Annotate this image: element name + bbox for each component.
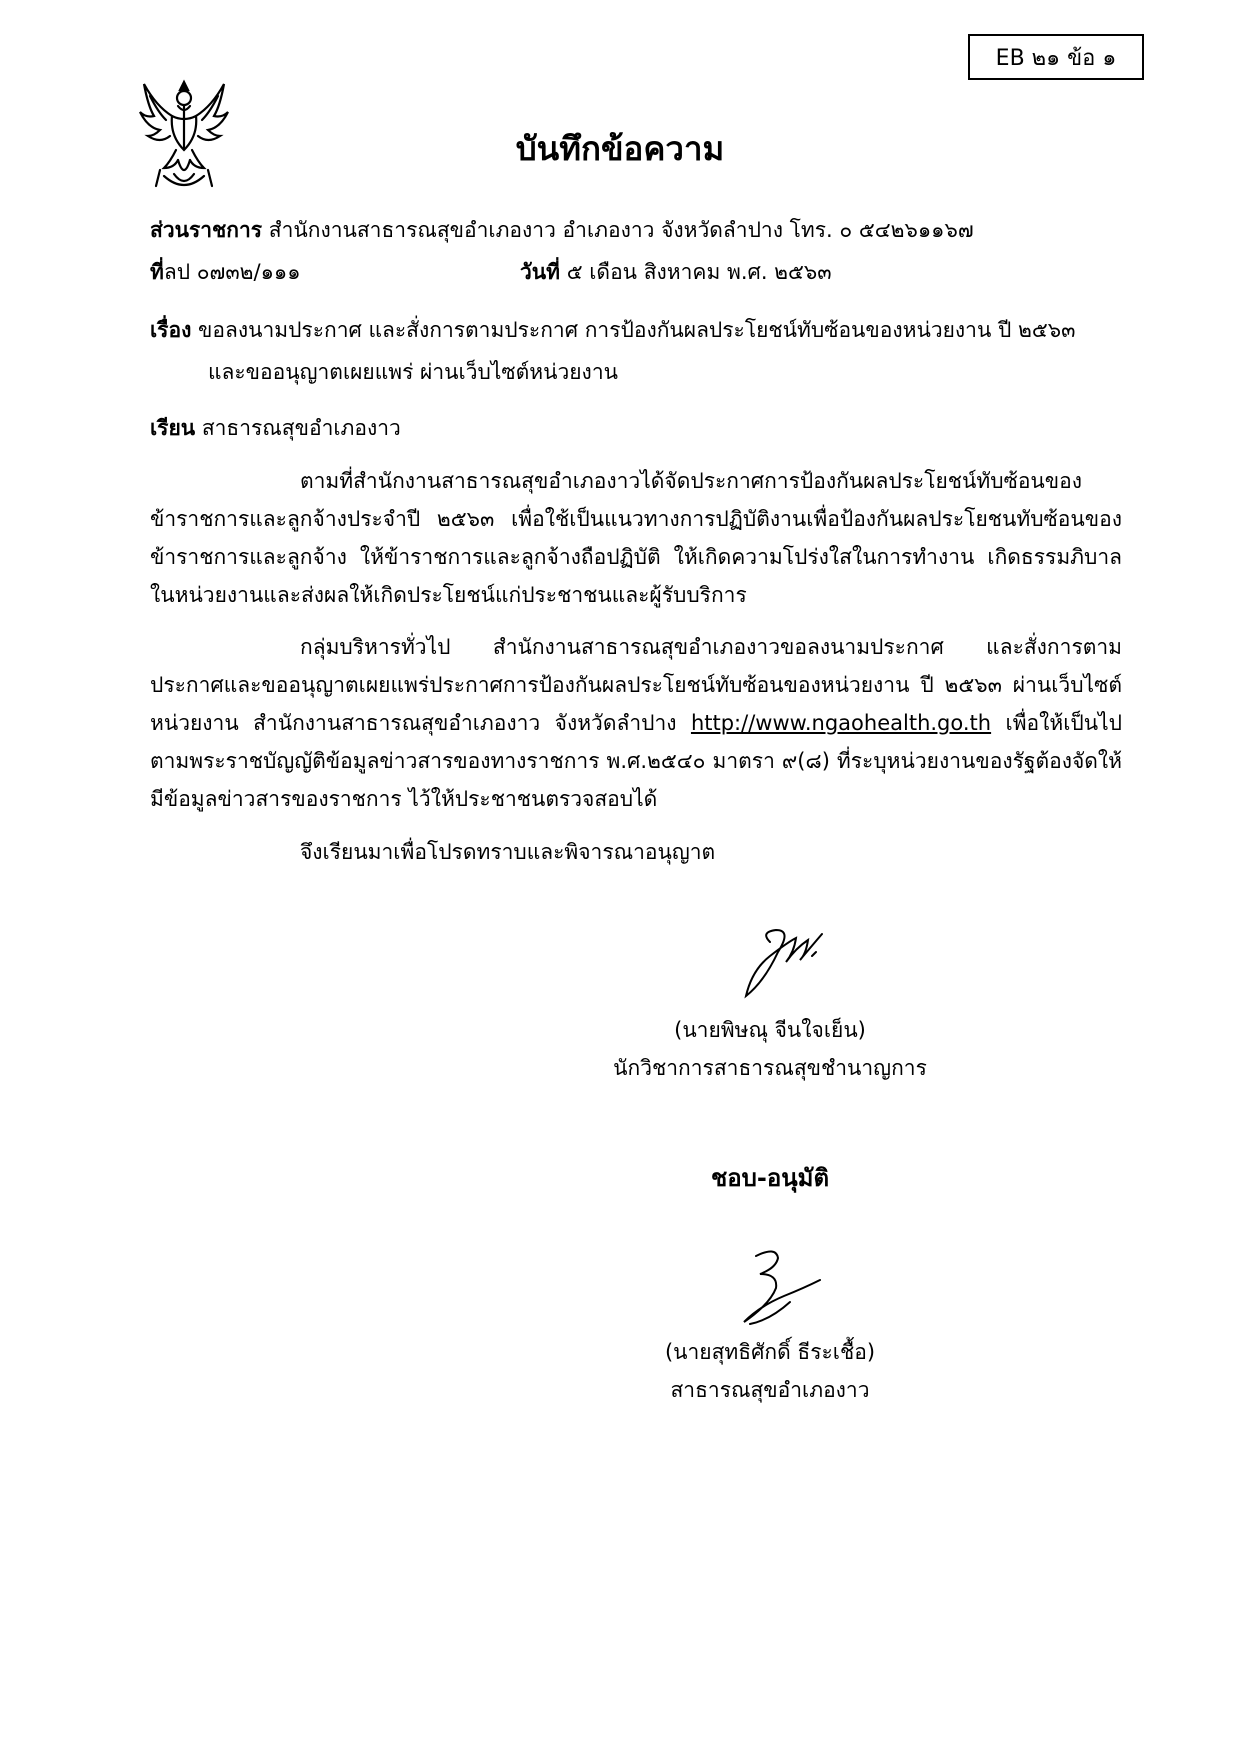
paragraph-2-text-b: เพื่อให้เป็นไปตามพระราชบัญญัติข้อมูลข่าวสารของทางราชการ พ.ศ.๒๕๔๐ มาตรา ๙(๘) ที่ระบุหน่วยงานของรัฐต้องจัดให้มีข้อมูลข่าวสารของราชการ ไว้ให้ประชาชนตรวจสอบได้ <box>150 711 1122 811</box>
reference-number-line <box>150 256 301 289</box>
addressee-value: สาธารณสุขอำเภองาว <box>201 416 401 440</box>
date-value: ๕ เดือน สิงหาคม พ.ศ. ๒๕๖๓ <box>566 260 832 284</box>
addressee-line <box>150 412 401 445</box>
subject-text-2: และขออนุญาตเผยแพร่ ผ่านเว็บไซต์หน่วยงาน <box>208 360 618 384</box>
reference-box <box>968 34 1144 80</box>
signature-2 <box>720 1244 830 1334</box>
date-label: วันที่ <box>520 260 560 284</box>
body-paragraph-1: ตามที่สำนักงานสาธารณสุขอำเภองาวได้จัดประกาศการป้องกันผลประโยชน์ทับซ้อนของข้าราชการและลูกจ้างประจำปี ๒๕๖๓ เพื่อใช้เป็นแนวทางการปฏิบัติงานเพื่อป้องกันผลประโยชนทับซ้อนของข้าราชการและลูกจ้าง ให้ข้าราชการและลูกจ้างถือปฏิบัติ ให้เกิดความโปร่งใสในการทำงาน เกิดธรรมภิบาลในหน่วยงานและส่งผลให้เกิดประโยชน์แก่ประชาชนและผู้รับบริการ <box>150 469 1122 607</box>
subject-line-2 <box>208 356 618 389</box>
addressee-label: เรียน <box>150 416 196 440</box>
approval-text: ชอบ-อนุมัติ <box>710 1164 830 1192</box>
memo-title: บันทึกข้อความ <box>515 129 725 168</box>
paragraph-2-text-a: กลุ่มบริหารทั่วไป สำนักงานสาธารณสุขอำเภองาวขอลงนามประกาศ และสั่งการตามประกาศและขออนุญาตเผยแพร่ประกาศการป้องกันผลประโยชน์ทับซ้อนของหน่วยงาน ปี ๒๕๖๓ ผ่านเว็บไซต์หน่วยงาน สำนักงานสาธารณสุขอำเภองาว จังหวัดลำปาง <box>150 635 1122 735</box>
signer-1-position: นักวิชาการสาธารณสุขชำนาญการ <box>613 1056 927 1080</box>
website-link[interactable]: http://www.ngaohealth.go.th <box>690 711 992 735</box>
signer-1-name: (นายพิษณุ จีนใจเย็น) <box>674 1018 866 1042</box>
signer-2-position: สาธารณสุขอำเภองาว <box>670 1378 870 1402</box>
subject-text-1: ขอลงนามประกาศ และสั่งการตามประกาศ การป้องกันผลประโยชน์ทับซ้อนของหน่วยงาน ปี ๒๕๖๓ <box>198 318 1076 342</box>
reference-number-label: ที่ <box>150 260 164 284</box>
reference-number-value: ลป ๐๗๓๒/๑๑๑ <box>163 260 301 284</box>
subject-line-1 <box>150 314 1075 347</box>
agency-line <box>150 214 974 247</box>
signer-2-name: (นายสุทธิศักดิ์ ธีระเชื้อ) <box>664 1340 876 1364</box>
agency-label: ส่วนราชการ <box>150 218 263 242</box>
subject-label: เรื่อง <box>150 318 192 342</box>
reference-code: EB ๒๑ ข้อ ๑ <box>995 45 1117 71</box>
closing-line: จึงเรียนมาเพื่อโปรดทราบและพิจารณาอนุญาต <box>300 840 716 864</box>
agency-value: สำนักงานสาธารณสุขอำเภองาว อำเภองาว จังหวัดลำปาง โทร. ๐ ๕๔๒๖๑๑๖๗ <box>268 218 974 242</box>
date-line <box>520 256 832 289</box>
body-paragraph-2 <box>150 628 1122 818</box>
signature-1 <box>730 912 840 1002</box>
